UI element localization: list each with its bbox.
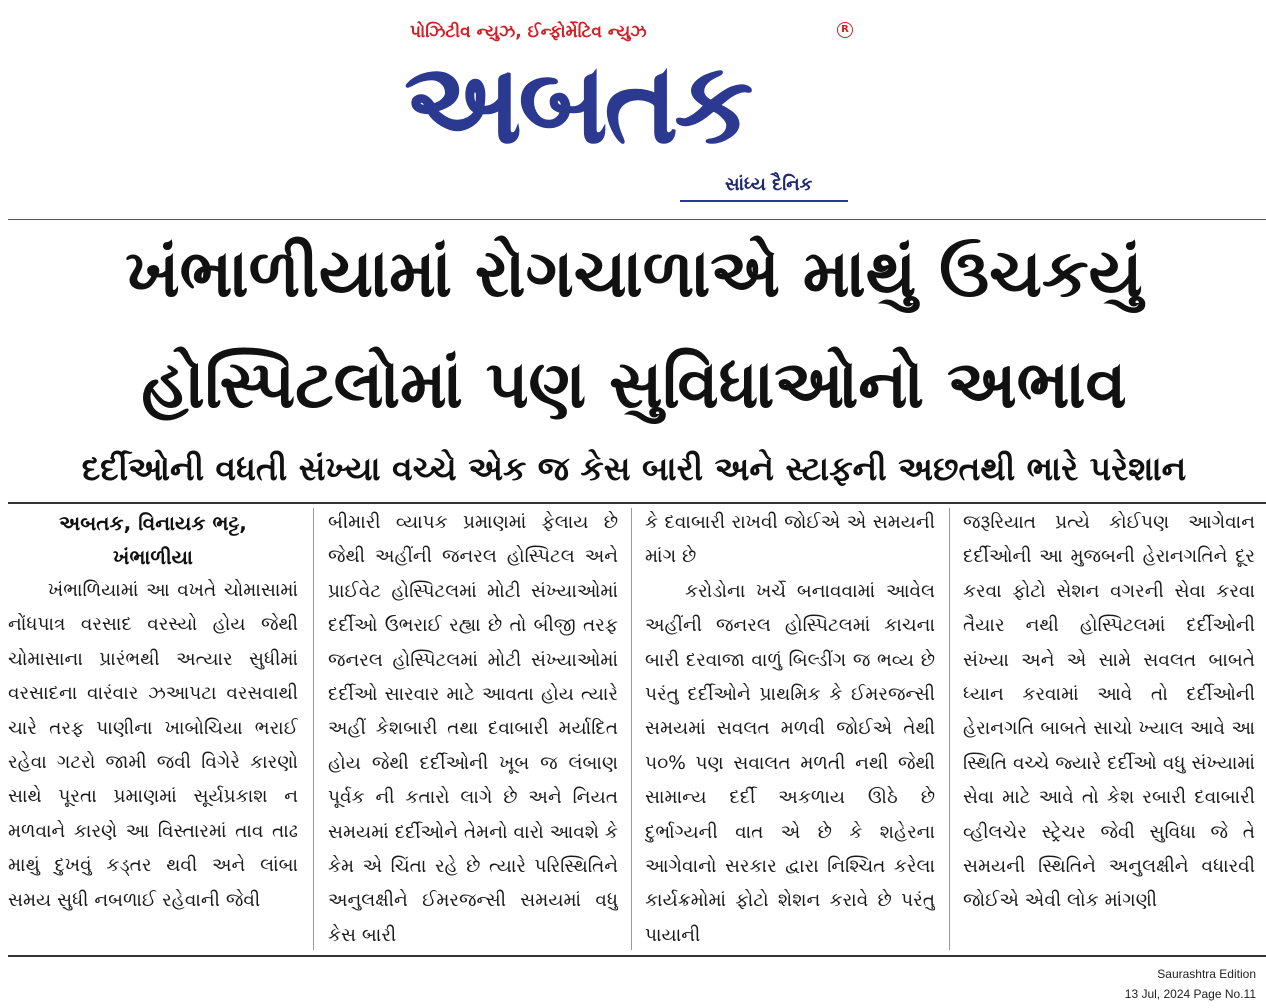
footer-divider xyxy=(8,955,1266,957)
newspaper-logo: અબતક xyxy=(404,39,750,169)
column-3-text-p1: કે દવાબારી રાખવી જોઈએ એ સમયની માંગ છે xyxy=(645,512,935,568)
byline-place: ખંભાળીયા xyxy=(113,545,193,569)
headline-line-1: ખંભાળીયામાં રોગચાળાએ માથું ઉચકયું xyxy=(125,235,1143,312)
column-divider xyxy=(313,508,314,950)
column-4-text: જરૂરિયાત પ્રત્યે કોઈપણ આગેવાન દર્દીઓની આ મુજબની હેરાનગતિને દૂર કરવા ફોટો સેશન વગરની સેવા કરવા તૈયાર નથી હોસ્પિટલમાં દર્દીઓની સંખ્યા અને એ સામે સવલત બાબતે ધ્યાન કરવામાં આવે તો દર્દીઓની હેરાનગતિ બાબતે સાચો ખ્યાલ આવે આ સ્થિતિ વચ્ચે જ્યારે દર્દીઓ વધુ સંખ્યામાં સેવા માટે આવે તો કેશ રબારી દવાબારી વ્હીલચેર સ્ટ્રેચર જેવી સુવિધા જે તે સમયની સ્થિતિને અનુલક્ષીને વધારવી જોઈએ એવી લોક માંગણી xyxy=(963,512,1255,912)
subheadline: દર્દીઓની વધતી સંખ્યા વચ્ચે એક જ કેસ બારી અને સ્ટાફની અછતથી ભારે પરેશાન xyxy=(81,449,1187,488)
masthead-divider xyxy=(8,219,1266,220)
column-1-text: ખંભાળિયામાં આ વખતે ચોમાસામાં નોંધપાત્ર વરસાદ વરસ્યો હોય જેથી ચોમાસાના પ્રારંભથી અત્યાર સુધીમાં વરસાદના વારંવાર ઝઆપટા વરસવાથી ચારે તરફ પાણીના ખાબોચિયા ભરાઈ રહેવા ગટરો જામી જવી વિગેરે કારણો સાથે પૂરતા પ્રમાણમાં સૂર્યપ્રકાશ ન મળવાને કારણે આ વિસ્તારમાં તાવ તાઢ માથું દુખવું કડ્તર થવી અને લાંબા સમય સુધી નબળાઈ રહેવાની જેવી xyxy=(8,580,298,911)
masthead xyxy=(400,14,860,204)
article-column-3 xyxy=(645,506,935,952)
byline-author: અબતક, વિનાયક ભટ્ટ, xyxy=(59,511,247,535)
masthead-subtitle: સાંધ્ય દૈનિક xyxy=(725,174,813,195)
edition-name: Saurashtra Edition xyxy=(1157,967,1256,981)
headline-line-2: હોસ્પિટલોમાં પણ સુવિધાઓનો અભાવ xyxy=(141,346,1127,423)
masthead-tagline: પોઝિટીવ ન્યુઝ, ઈન્ફોર્મેટિવ ન્યુઝ xyxy=(410,22,647,42)
column-2-text: બીમારી વ્યાપક પ્રમાણમાં ફેલાય છે જેથી અહીંની જનરલ હોસ્પિટલ અને પ્રાઈવેટ હોસ્પિટલમાં મોટી સંખ્યાઓમાં દર્દીઓ ઉભરાઈ રહ્યા છે તો બીજી તરફ જનરલ હોસ્પિટલમાં મોટી સંખ્યાઓમાં દર્દીઓ સારવાર માટે આવતા હોય ત્યારે અહીં કેશબારી તથા દવાબારી મર્યાદિત હોય જેથી દર્દીઓની ખૂબ જ લંબાણ પૂર્વક ની કતારો લાગે છે અને નિયત સમયમાં દર્દીઓને તેમનો વારો આવશે કે કેમ એ ચિંતા રહે છે ત્યારે પરિસ્થિતિને અનુલક્ષીને ઈમરજન્સી સમયમાં વધુ કેસ બારી xyxy=(328,512,618,946)
column-3-text-p2: કરોડોના ખર્ચે બનાવવામાં આવેલ અહીંની જનરલ હોસ્પિટલમાં કાચના બારી દરવાજા વાળું બિલ્ડીંગ જ ભવ્ય છે પરંતુ દર્દીઓને પ્રાથમિક કે ઈમરજન્સી સમયમાં સવલત મળવી જોઈએ તેથી ૫૦% પણ સવાલત મળતી નથી જેથી સામાન્ય દર્દી અકળાય ઊઠે છે દુર્ભાગ્યની વાત એ છે કે શહેરના આગેવાનો સરકાર દ્વારા નિશ્ચિત કરેલા કાર્યક્રમોમાં ફોટો શેશન કરાવે છે પરંતુ પાયાની xyxy=(645,580,935,946)
column-divider xyxy=(949,508,950,950)
column-divider xyxy=(631,508,632,950)
subheadline-divider xyxy=(8,502,1266,504)
article-column-4 xyxy=(963,506,1255,952)
edition-date-page: 13 Jul, 2024 Page No.11 xyxy=(1124,987,1256,1001)
registered-trademark-icon: R xyxy=(837,22,853,38)
article-column-1 xyxy=(8,506,298,952)
edition-info xyxy=(1125,964,1256,1004)
article-column-2 xyxy=(328,506,618,952)
subtitle-underline xyxy=(680,200,848,202)
